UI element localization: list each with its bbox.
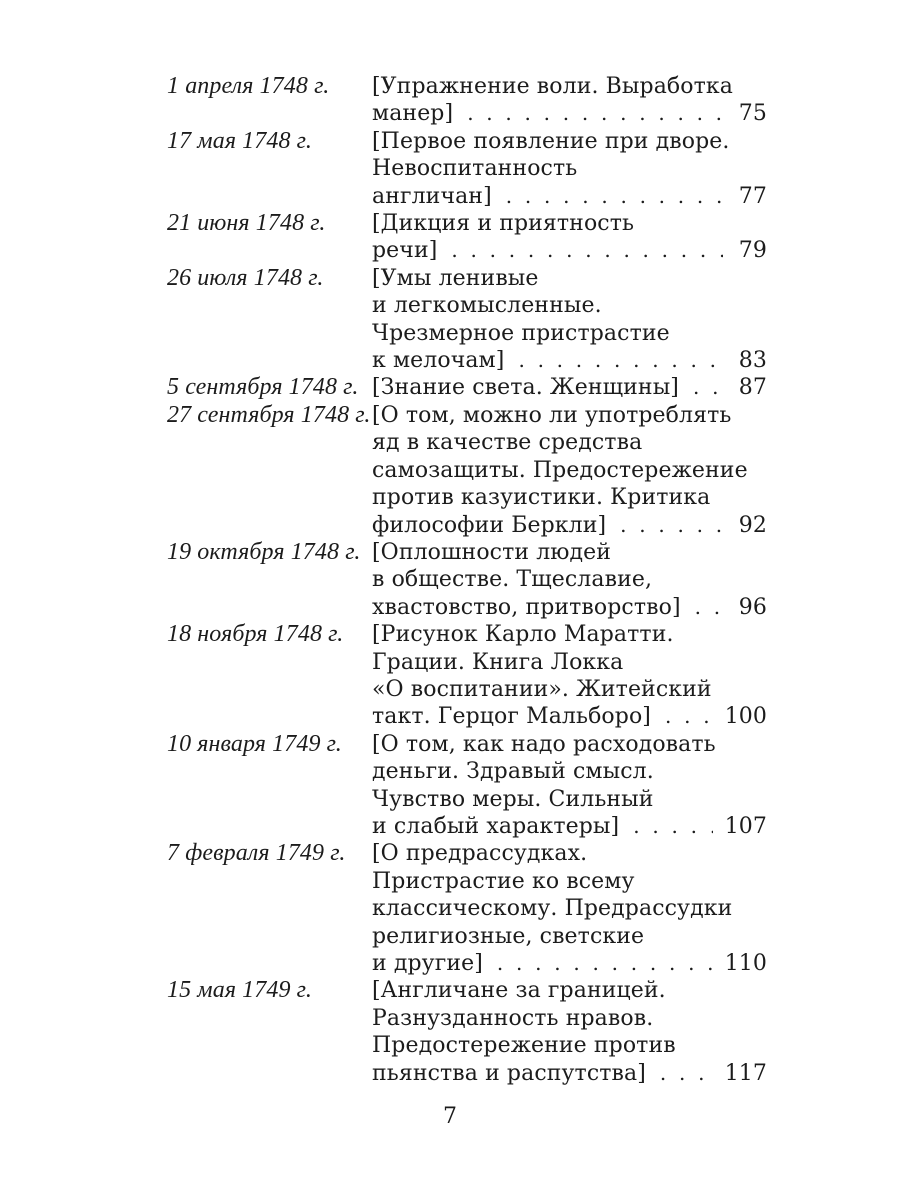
entry-last-line	[372, 183, 767, 210]
entry-date: 21 июня 1748 г.	[167, 210, 326, 237]
entry-text-line: [О том, можно ли употреблять	[372, 402, 732, 428]
toc-entry[interactable]	[167, 210, 767, 265]
entry-description	[372, 402, 767, 539]
entry-date: 27 сентября 1748 г.	[167, 401, 371, 428]
entry-text-line: пьянства и распутства]	[372, 1060, 646, 1086]
entry-text-line: [Оплошности людей	[372, 539, 612, 565]
page-number: 92	[738, 512, 767, 538]
entry-text-line: манер]	[372, 101, 454, 127]
entry-text-line: и слабый характеры]	[372, 813, 620, 839]
entry-text-line: философии Беркли]	[372, 512, 607, 538]
dot-leader	[451, 237, 723, 264]
entry-text-line: англичан]	[372, 183, 492, 209]
entry-description	[372, 73, 767, 128]
toc-entry[interactable]	[167, 621, 767, 731]
entry-last-line	[372, 374, 767, 401]
entry-text-line: [Рисунок Карло Маратти.	[372, 622, 674, 648]
dot-leader	[497, 950, 713, 977]
dot-leader	[693, 374, 723, 401]
entry-text-line: Невоспитанность	[372, 156, 578, 182]
entry-text-line: Чрезмерное пристрастие	[372, 320, 670, 346]
page-number: 117	[724, 1060, 767, 1086]
entry-text-line: самозащиты. Предостережение	[372, 457, 748, 483]
entry-description	[372, 539, 767, 621]
entry-text-line: такт. Герцог Мальборо]	[372, 704, 651, 730]
entry-text-line: «О воспитании». Житейский	[372, 676, 712, 702]
toc-entry[interactable]	[167, 128, 767, 210]
dot-leader	[695, 594, 723, 621]
entry-description	[372, 265, 767, 375]
page-number: 77	[738, 183, 767, 209]
page-number: 87	[738, 375, 767, 401]
entry-last-line	[372, 512, 767, 539]
entry-text-line: Грации. Книга Локка	[372, 649, 624, 675]
entry-date: 1 апреля 1748 г.	[167, 73, 330, 99]
entry-text-line: Разнузданность нравов.	[372, 1005, 654, 1031]
entry-last-line	[372, 594, 767, 621]
entry-text-line: Пристрастие ко всему	[372, 868, 635, 894]
page-number: 75	[738, 101, 767, 127]
dot-leader	[660, 1060, 713, 1087]
entry-date: 10 января 1749 г.	[167, 730, 342, 757]
entry-text-line: [Англичане за границей.	[372, 978, 666, 1004]
page-number: 107	[724, 813, 767, 839]
entry-text-line: Чувство меры. Сильный	[372, 786, 654, 812]
entry-text-line: хвастовство, притворство]	[372, 594, 681, 620]
toc-entry[interactable]	[167, 402, 767, 539]
entry-text-line: и легкомысленные.	[372, 293, 602, 319]
entry-text-line: [Дикция и приятность	[372, 211, 635, 237]
entry-date: 15 мая 1749 г.	[167, 977, 312, 1004]
dot-leader	[620, 512, 723, 539]
entry-text-line: религиозные, светские	[372, 923, 645, 949]
entry-text-line: против казуистики. Критика	[372, 485, 711, 511]
entry-text-line: [О том, как надо расходовать	[372, 731, 716, 757]
dot-leader	[665, 703, 713, 730]
toc-entry[interactable]	[167, 374, 767, 401]
entry-last-line	[372, 950, 767, 977]
entry-text-line: [Первое появление при дворе.	[372, 128, 730, 154]
entry-text-line: яд в качестве средства	[372, 430, 643, 456]
entry-date: 19 октября 1748 г.	[167, 538, 361, 565]
dot-leader	[518, 347, 723, 374]
entry-date: 5 сентября 1748 г.	[167, 374, 359, 401]
entry-last-line	[372, 703, 767, 730]
entry-last-line	[372, 813, 767, 840]
entry-text-line: в обществе. Тщеславие,	[372, 567, 653, 593]
entry-description	[372, 210, 767, 265]
entry-text-line: и другие]	[372, 951, 483, 976]
entry-text-line: классическому. Предрассудки	[372, 896, 733, 922]
entry-text-line: деньги. Здравый смысл.	[372, 759, 654, 785]
entry-description	[372, 840, 767, 977]
entry-text-line: [Знание света. Женщины]	[372, 375, 679, 401]
table-of-contents	[167, 73, 767, 1087]
page-number: 110	[724, 951, 767, 976]
toc-entry[interactable]	[167, 73, 767, 128]
page-folio-number: 7	[443, 1104, 457, 1129]
toc-entry[interactable]	[167, 840, 767, 977]
toc-entry[interactable]	[167, 977, 767, 1087]
entry-description	[372, 621, 767, 731]
entry-text-line: к мелочам]	[372, 348, 505, 374]
entry-last-line	[372, 100, 767, 127]
entry-description	[372, 374, 767, 401]
entry-text-line: [Упражнение воли. Выработка	[372, 74, 733, 99]
entry-text-line: [Умы ленивые	[372, 265, 539, 291]
page-number: 79	[738, 238, 767, 264]
page-number: 100	[724, 704, 767, 730]
entry-date: 7 февраля 1749 г.	[167, 840, 346, 867]
entry-description	[372, 128, 767, 210]
entry-description	[372, 731, 767, 841]
entry-description	[372, 977, 767, 1087]
dot-leader	[467, 100, 723, 127]
toc-entry[interactable]	[167, 731, 767, 841]
entry-last-line	[372, 1060, 767, 1087]
toc-entry[interactable]	[167, 539, 767, 621]
entry-date: 18 ноября 1748 г.	[167, 621, 344, 648]
page-number: 83	[738, 348, 767, 374]
entry-text-line: речи]	[372, 238, 438, 264]
entry-text-line: [О предрассудках.	[372, 841, 588, 867]
toc-entry[interactable]	[167, 265, 767, 375]
entry-date: 17 мая 1748 г.	[167, 127, 312, 154]
entry-last-line	[372, 347, 767, 374]
dot-leader	[633, 813, 712, 840]
entry-date: 26 июля 1748 г.	[167, 264, 324, 291]
entry-last-line	[372, 237, 767, 264]
page-number: 96	[738, 594, 767, 620]
dot-leader	[506, 183, 723, 210]
entry-text-line: Предостережение против	[372, 1033, 676, 1059]
